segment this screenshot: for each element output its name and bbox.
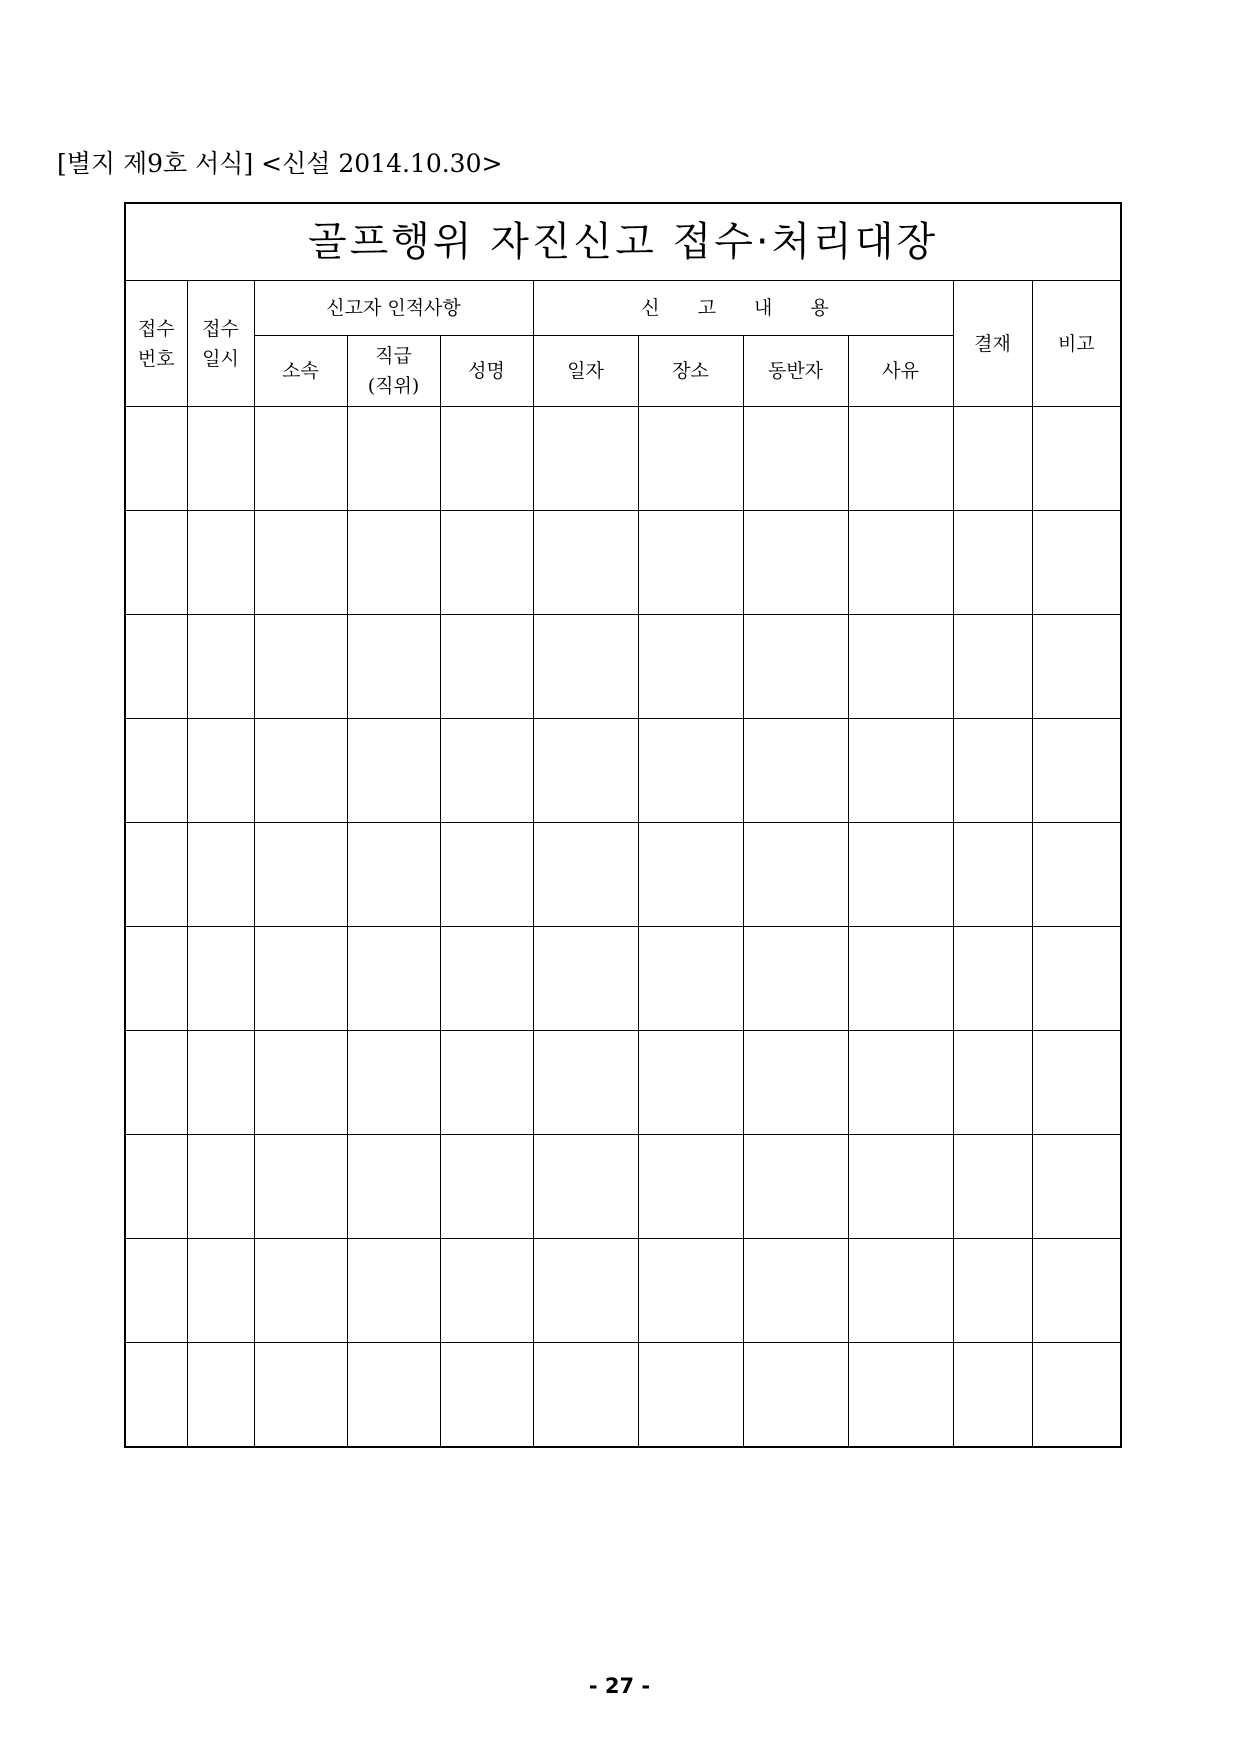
table-row [125,407,1121,511]
table-cell[interactable] [125,823,187,927]
table-cell[interactable] [254,1135,347,1239]
table-row [125,719,1121,823]
table-cell[interactable] [347,719,440,823]
table-cell[interactable] [533,719,638,823]
header-rank-bottom: (직위) [367,375,420,397]
table-cell[interactable] [953,511,1032,615]
table-cell[interactable] [848,1239,953,1343]
table-cell[interactable] [533,1135,638,1239]
table-cell[interactable] [440,1239,533,1343]
header-receipt-number [125,281,187,407]
table-cell[interactable] [638,615,743,719]
table-cell[interactable] [953,1239,1032,1343]
table-cell[interactable] [848,1135,953,1239]
table-cell[interactable] [953,1343,1032,1448]
table-cell[interactable] [1032,719,1121,823]
table-row [125,615,1121,719]
table-cell[interactable] [440,719,533,823]
table-cell[interactable] [254,1031,347,1135]
table-cell[interactable] [347,1239,440,1343]
table-cell[interactable] [440,927,533,1031]
table-cell[interactable] [953,823,1032,927]
table-cell[interactable] [347,1135,440,1239]
table-cell[interactable] [125,719,187,823]
table-cell[interactable] [533,823,638,927]
table-cell[interactable] [125,1031,187,1135]
table-cell[interactable] [254,719,347,823]
page-number: - 27 - [588,1674,651,1698]
table-cell[interactable] [743,1135,848,1239]
table-cell[interactable] [848,615,953,719]
table-cell[interactable] [347,407,440,511]
table-cell[interactable] [187,719,254,823]
table-cell[interactable] [953,719,1032,823]
table-cell[interactable] [187,615,254,719]
table-cell[interactable] [1032,927,1121,1031]
header-receipt-number-top: 접수 [137,317,175,340]
header-name: 성명 [440,336,533,407]
table-cell[interactable] [440,1135,533,1239]
table-cell[interactable] [743,823,848,927]
table-cell[interactable] [1032,1135,1121,1239]
table-cell[interactable] [347,1031,440,1135]
table-cell[interactable] [347,927,440,1031]
table-cell[interactable] [848,719,953,823]
table-cell[interactable] [1032,1031,1121,1135]
header-approval: 결재 [953,281,1032,407]
table-cell[interactable] [953,1135,1032,1239]
table-cell[interactable] [125,615,187,719]
table-cell[interactable] [1032,1343,1121,1448]
table-cell[interactable] [848,1031,953,1135]
table-cell[interactable] [187,927,254,1031]
table-cell[interactable] [638,1239,743,1343]
table-cell[interactable] [440,407,533,511]
header-reason: 사유 [848,336,953,407]
header-report-content: 신 고 내 용 [533,281,953,336]
table-cell[interactable] [347,1343,440,1448]
header-receipt-date-top: 접수 [202,317,239,340]
table-cell[interactable] [254,407,347,511]
table-cell[interactable] [953,615,1032,719]
table-cell[interactable] [638,719,743,823]
table-cell[interactable] [187,1239,254,1343]
table-cell[interactable] [533,615,638,719]
table-cell[interactable] [1032,823,1121,927]
header-rank-top: 직급 [375,345,412,367]
ledger-title: 골프행위 자진신고 접수·처리대장 [125,203,1121,281]
table-cell[interactable] [440,1343,533,1448]
table-row [125,1343,1121,1448]
table-cell[interactable] [1032,615,1121,719]
table-cell[interactable] [638,1031,743,1135]
table-cell[interactable] [254,927,347,1031]
table-cell[interactable] [848,511,953,615]
header-companion: 동반자 [743,336,848,407]
table-cell[interactable] [1032,1239,1121,1343]
table-cell[interactable] [638,1343,743,1448]
table-cell[interactable] [638,823,743,927]
header-date: 일자 [533,336,638,407]
table-cell[interactable] [187,823,254,927]
table-cell[interactable] [187,407,254,511]
table-row [125,823,1121,927]
table-row [125,511,1121,615]
header-affiliation: 소속 [254,336,347,407]
table-cell[interactable] [125,511,187,615]
form-label: [별지 제9호 서식] <신설 2014.10.30> [57,149,503,178]
table-cell[interactable] [533,1343,638,1448]
header-row-1 [125,281,1121,336]
table-cell[interactable] [743,511,848,615]
table-cell[interactable] [533,1239,638,1343]
table-cell[interactable] [187,511,254,615]
ledger-body [125,407,1121,1448]
table-cell[interactable] [187,1031,254,1135]
table-cell[interactable] [254,511,347,615]
table-cell[interactable] [638,511,743,615]
header-receipt-date-bottom: 일시 [202,347,239,370]
title-row [125,203,1121,281]
table-cell[interactable] [638,407,743,511]
table-row [125,1239,1121,1343]
table-cell[interactable] [533,927,638,1031]
header-reporter-info: 신고자 인적사항 [254,281,533,336]
table-cell[interactable] [347,615,440,719]
table-cell[interactable] [254,615,347,719]
table-cell[interactable] [1032,407,1121,511]
table-cell[interactable] [743,615,848,719]
table-cell[interactable] [125,1343,187,1448]
table-cell[interactable] [347,511,440,615]
table-cell[interactable] [743,719,848,823]
table-cell[interactable] [125,1239,187,1343]
table-cell[interactable] [638,1135,743,1239]
table-cell[interactable] [848,407,953,511]
ledger-table [124,202,1122,1448]
table-cell[interactable] [254,1343,347,1448]
table-cell[interactable] [347,823,440,927]
table-cell[interactable] [953,927,1032,1031]
table-cell[interactable] [125,927,187,1031]
table-cell[interactable] [743,1239,848,1343]
table-cell[interactable] [440,511,533,615]
table-cell[interactable] [1032,511,1121,615]
header-remarks: 비고 [1032,281,1121,407]
header-receipt-number-bottom: 번호 [137,347,175,370]
table-cell[interactable] [254,823,347,927]
table-cell[interactable] [743,1031,848,1135]
table-cell[interactable] [743,927,848,1031]
table-cell[interactable] [187,1343,254,1448]
header-receipt-date [187,281,254,407]
table-cell[interactable] [638,927,743,1031]
table-cell[interactable] [440,615,533,719]
table-row [125,1135,1121,1239]
table-row [125,1031,1121,1135]
table-cell[interactable] [953,1031,1032,1135]
table-cell[interactable] [533,407,638,511]
header-rank [347,336,440,407]
table-cell[interactable] [533,1031,638,1135]
table-cell[interactable] [953,407,1032,511]
header-place: 장소 [638,336,743,407]
table-cell[interactable] [743,407,848,511]
table-cell[interactable] [187,1135,254,1239]
table-cell[interactable] [254,1239,347,1343]
table-cell[interactable] [848,927,953,1031]
table-cell[interactable] [440,823,533,927]
table-cell[interactable] [743,1343,848,1448]
table-cell[interactable] [125,1135,187,1239]
table-cell[interactable] [125,407,187,511]
table-cell[interactable] [533,511,638,615]
table-cell[interactable] [848,1343,953,1448]
table-row [125,927,1121,1031]
table-cell[interactable] [848,823,953,927]
table-cell[interactable] [440,1031,533,1135]
